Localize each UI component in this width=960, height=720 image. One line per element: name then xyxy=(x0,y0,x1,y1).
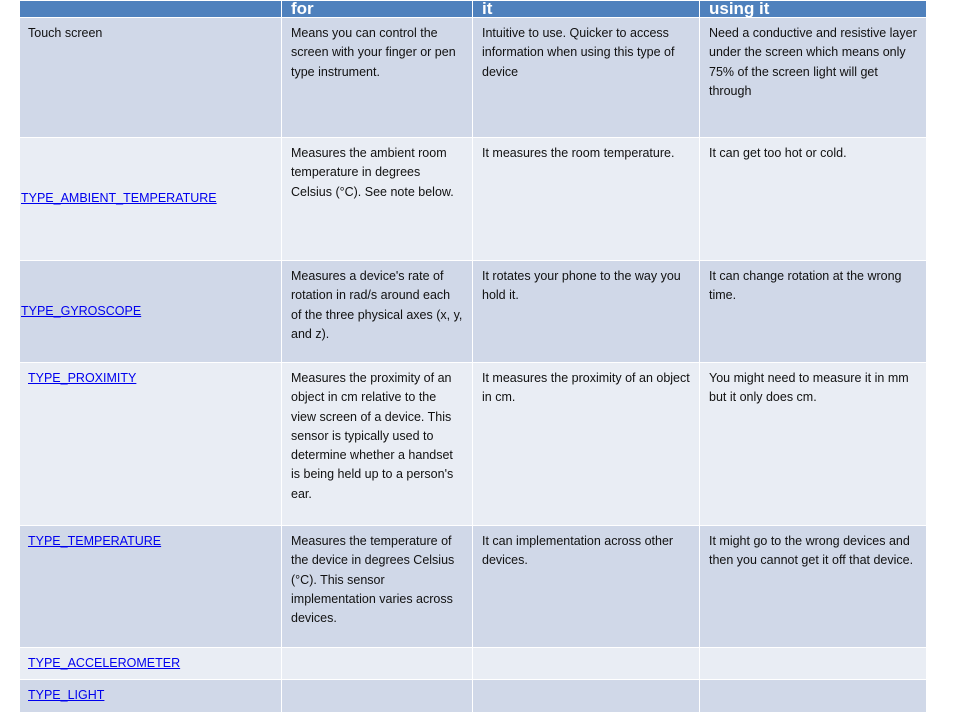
sensor-description: Measures the ambient room temperature in degrees Celsius (°C). See note below. xyxy=(282,138,473,261)
sensor-link-light[interactable]: TYPE_LIGHT xyxy=(28,688,105,703)
table-row xyxy=(20,261,927,363)
table-row xyxy=(20,680,927,712)
sensor-name-cell xyxy=(20,261,282,363)
sensor-advantage xyxy=(473,680,700,712)
table-row xyxy=(20,648,927,680)
sensor-name-cell xyxy=(20,526,282,648)
sensor-disadvantage: It might go to the wrong devices and then you cannot get it off that device. xyxy=(700,526,927,648)
sensor-link-proximity[interactable]: TYPE_PROXIMITY xyxy=(28,371,137,385)
table-row xyxy=(20,138,927,261)
sensor-description: Measures a device's rate of rotation in rad/s around each of the three physical axes (x, y, and z). xyxy=(282,261,473,363)
sensor-disadvantage: Need a conductive and resistive layer under the screen which means only 75% of the screen light will get through xyxy=(700,18,927,138)
header-col-sensor xyxy=(20,1,282,18)
sensor-description: Measures the proximity of an object in cm relative to the view screen of a device. This sensor is typically used to determine whether a handset is being held up to a person's ear. xyxy=(282,363,473,526)
sensor-link-temperature[interactable]: TYPE_TEMPERATURE xyxy=(28,534,162,548)
sensor-disadvantage xyxy=(700,648,927,680)
header-col-disadvantage: using it xyxy=(700,1,927,18)
sensor-disadvantage: It can get too hot or cold. xyxy=(700,138,927,261)
sensor-name-cell xyxy=(20,680,282,712)
sensor-link-gyroscope[interactable]: TYPE_GYROSCOPE xyxy=(21,303,142,318)
sensor-advantage: It measures the room temperature. xyxy=(473,138,700,261)
sensor-description xyxy=(282,680,473,712)
sensor-advantage: It measures the proximity of an object in cm. xyxy=(473,363,700,526)
sensor-disadvantage xyxy=(700,680,927,712)
sensor-link-ambient-temperature[interactable]: TYPE_AMBIENT_TEMPERATURE xyxy=(21,191,217,206)
sensor-advantage: It can implementation across other devices. xyxy=(473,526,700,648)
sensor-link-accelerometer[interactable]: TYPE_ACCELEROMETER xyxy=(28,656,181,670)
table-row xyxy=(20,363,927,526)
table-row xyxy=(20,18,927,138)
header-col-advantage: it xyxy=(473,1,700,18)
sensor-table xyxy=(19,0,926,713)
sensor-name-cell xyxy=(20,138,282,261)
sensor-name: Touch screen xyxy=(20,18,282,138)
header-col-what: for xyxy=(282,1,473,18)
sensor-disadvantage: You might need to measure it in mm but it only does cm. xyxy=(700,363,927,526)
sensor-description: Measures the temperature of the device in degrees Celsius (°C). This sensor implementation varies across devices. xyxy=(282,526,473,648)
sensor-advantage: It rotates your phone to the way you hold it. xyxy=(473,261,700,363)
table-row xyxy=(20,526,927,648)
sensor-advantage: Intuitive to use. Quicker to access information when using this type of device xyxy=(473,18,700,138)
sensor-description xyxy=(282,648,473,680)
sensor-name-cell xyxy=(20,648,282,680)
sensor-advantage xyxy=(473,648,700,680)
sensor-table-container xyxy=(19,0,926,720)
sensor-name-cell xyxy=(20,363,282,526)
table-header-row xyxy=(20,1,927,18)
sensor-disadvantage: It can change rotation at the wrong time. xyxy=(700,261,927,363)
sensor-description: Means you can control the screen with your finger or pen type instrument. xyxy=(282,18,473,138)
